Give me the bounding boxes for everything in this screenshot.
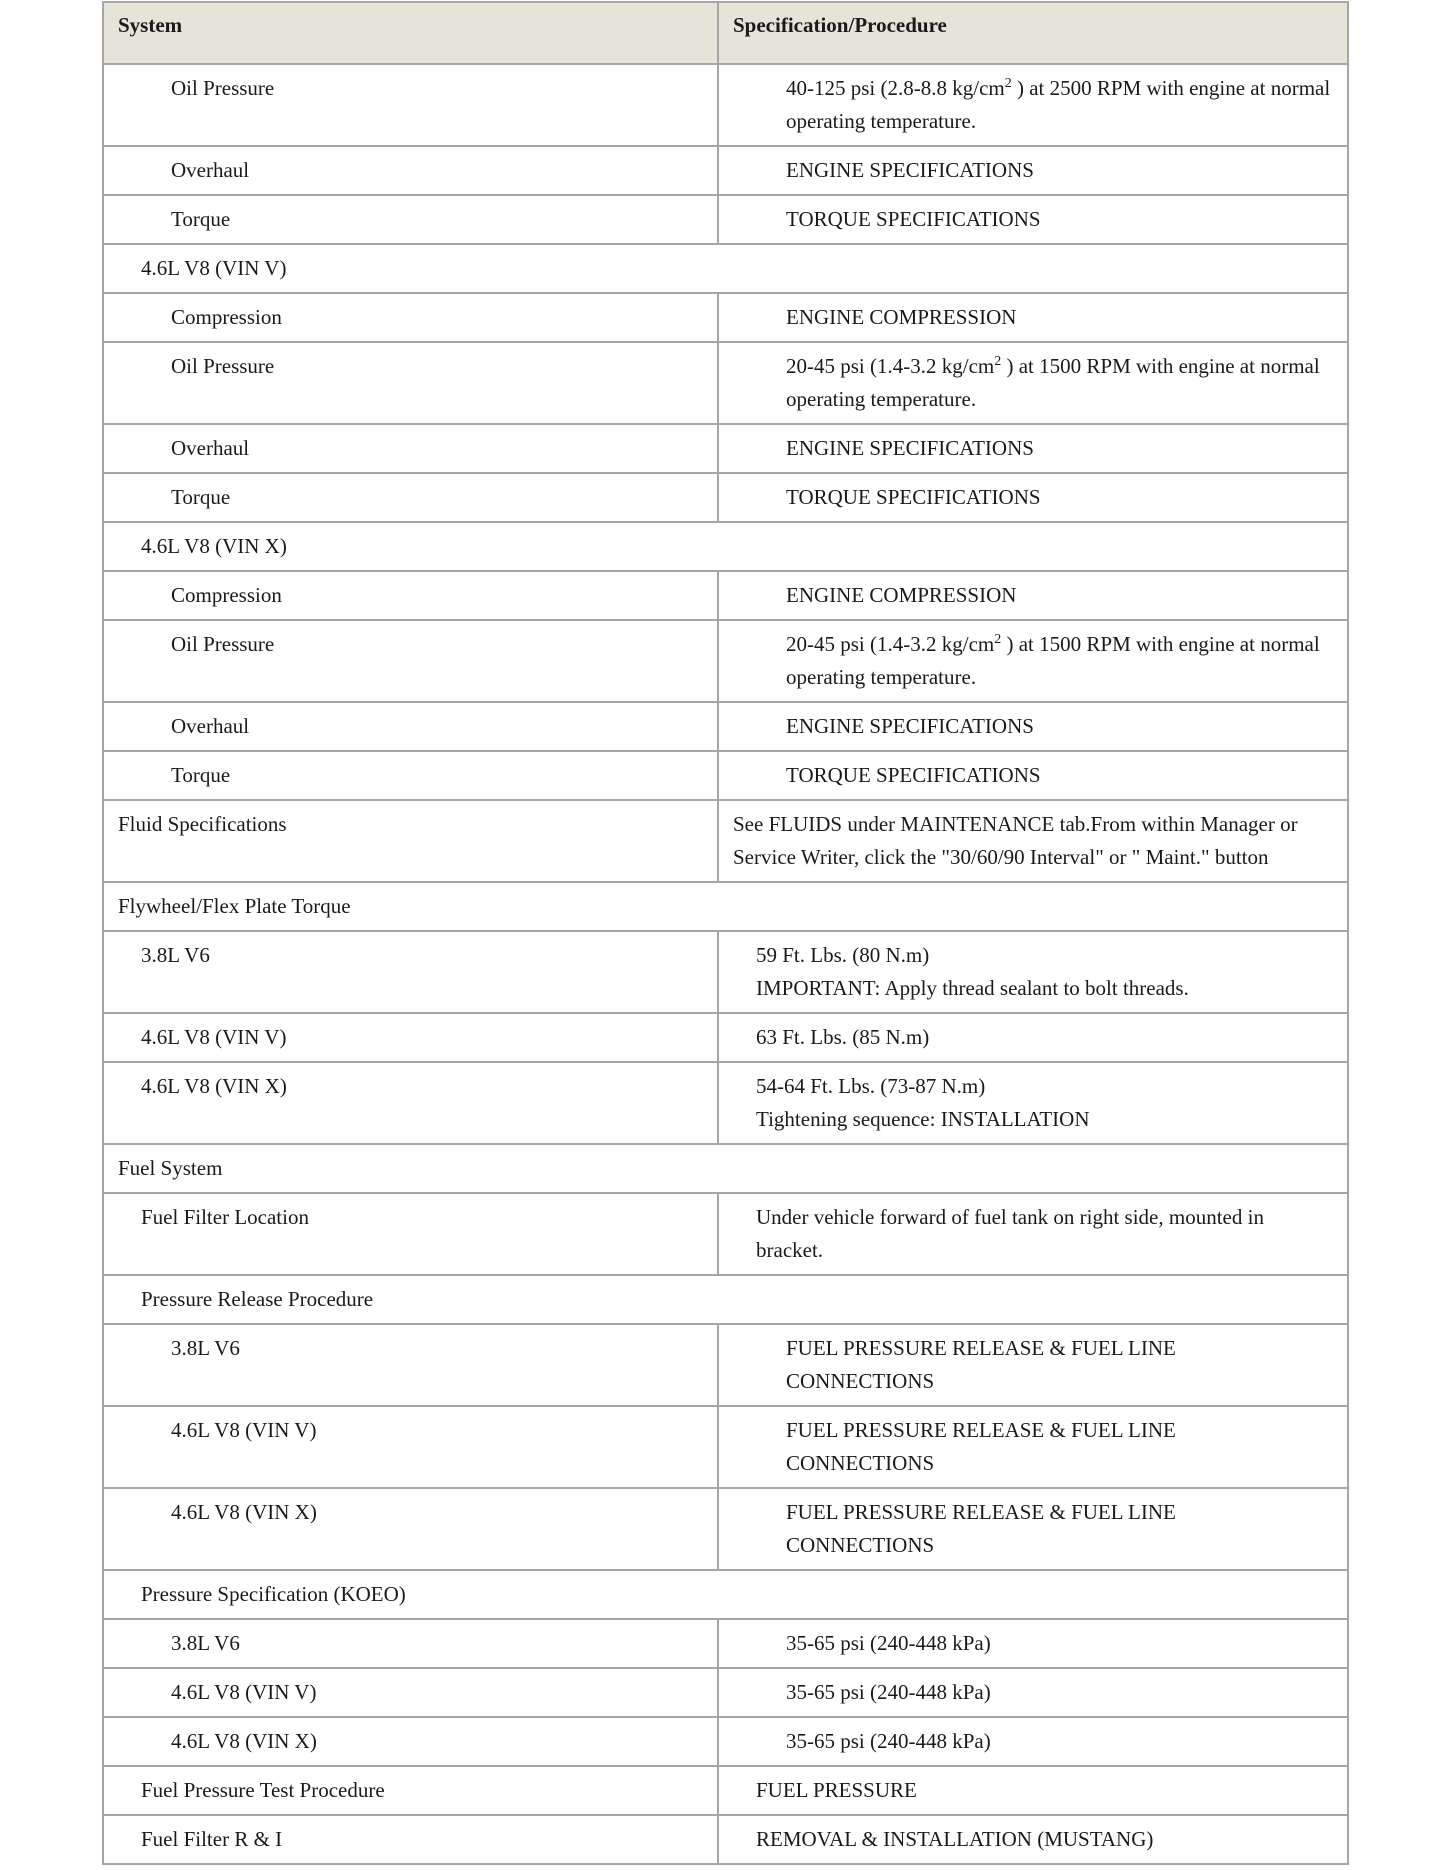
table-group-row [103,1144,1348,1193]
system-cell: Overhaul [103,146,718,195]
spec-cell [718,1324,1348,1406]
system-cell: 4.6L V8 (VIN V) [103,1668,718,1717]
table-row [103,620,1348,702]
group-label: Flywheel/Flex Plate Torque [103,882,1348,931]
spec-cell: TORQUE SPECIFICATIONS [718,473,1348,522]
spec-cell [718,342,1348,424]
table-row [103,1717,1348,1766]
spec-line: 59 Ft. Lbs. (80 N.m) [756,943,930,967]
table-row [103,751,1348,800]
spec-table [102,1,1349,1865]
system-cell: 3.8L V6 [103,1619,718,1668]
spec-cell [718,64,1348,146]
spec-cell: 63 Ft. Lbs. (85 N.m) [718,1013,1348,1062]
system-cell: Overhaul [103,424,718,473]
table-row [103,931,1348,1013]
table-row [103,64,1348,146]
system-cell: 3.8L V6 [103,1324,718,1406]
spec-text: 20-45 psi (1.4-3.2 kg/cm [786,632,995,656]
spec-cell: ENGINE SPECIFICATIONS [718,424,1348,473]
table-row [103,1619,1348,1668]
table-row [103,1488,1348,1570]
spec-cell [718,931,1348,1013]
system-cell: 4.6L V8 (VIN V) [103,1406,718,1488]
system-cell: Fuel Filter R & I [103,1815,718,1864]
group-label: 4.6L V8 (VIN V) [103,244,1348,293]
table-group-row [103,244,1348,293]
spec-cell [718,1406,1348,1488]
spec-text: 20-45 psi (1.4-3.2 kg/cm [786,354,995,378]
spec-cell: ENGINE SPECIFICATIONS [718,146,1348,195]
table-row [103,473,1348,522]
spec-cell: 35-65 psi (240-448 kPa) [718,1717,1348,1766]
system-cell: Compression [103,293,718,342]
table-row [103,1324,1348,1406]
table-row [103,1406,1348,1488]
spec-cell: TORQUE SPECIFICATIONS [718,195,1348,244]
system-cell: Fuel Pressure Test Procedure [103,1766,718,1815]
table-row [103,1815,1348,1864]
table-row [103,342,1348,424]
spec-cell [718,1062,1348,1144]
system-cell: Oil Pressure [103,342,718,424]
header-system: System [103,2,718,64]
system-cell: Fluid Specifications [103,800,718,882]
table-row [103,1062,1348,1144]
table-row [103,571,1348,620]
spec-cell: ENGINE COMPRESSION [718,571,1348,620]
spec-line: CONNECTIONS [786,1533,935,1557]
table-group-row [103,882,1348,931]
system-cell: Compression [103,571,718,620]
spec-line: 54-64 Ft. Lbs. (73-87 N.m) [756,1074,986,1098]
spec-cell: REMOVAL & INSTALLATION (MUSTANG) [718,1815,1348,1864]
group-label: Pressure Release Procedure [103,1275,1348,1324]
system-cell: Fuel Filter Location [103,1193,718,1275]
system-cell: Oil Pressure [103,620,718,702]
system-cell: Torque [103,473,718,522]
table-row [103,1193,1348,1275]
table-row [103,1766,1348,1815]
spec-cell: Under vehicle forward of fuel tank on right side, mounted in bracket. [718,1193,1348,1275]
spec-cell [718,1488,1348,1570]
table-group-row [103,1275,1348,1324]
system-cell: 4.6L V8 (VIN X) [103,1488,718,1570]
spec-text: 40-125 psi (2.8-8.8 kg/cm [786,76,1005,100]
system-cell: 3.8L V6 [103,931,718,1013]
table-group-row [103,522,1348,571]
spec-superscript: 2 [994,354,1002,369]
spec-line: CONNECTIONS [786,1451,935,1475]
system-cell: Oil Pressure [103,64,718,146]
table-row [103,800,1348,882]
spec-superscript: 2 [1004,76,1012,91]
spec-text: ) at 2500 RPM with engine at normal operating temperature. [786,76,1331,133]
spec-cell [718,620,1348,702]
header-row [103,2,1348,64]
spec-cell: ENGINE SPECIFICATIONS [718,702,1348,751]
table-group-row [103,1570,1348,1619]
table-header [103,2,1348,64]
spec-cell: 35-65 psi (240-448 kPa) [718,1619,1348,1668]
spec-cell: FUEL PRESSURE [718,1766,1348,1815]
table-row [103,424,1348,473]
header-spec: Specification/Procedure [718,2,1348,64]
spec-line: CONNECTIONS [786,1369,935,1393]
spec-superscript: 2 [994,632,1002,647]
spec-cell: See FLUIDS under MAINTENANCE tab.From within Manager or Service Writer, click the "30/60/90 Interval" or " Maint." button [718,800,1348,882]
spec-line: IMPORTANT: Apply thread sealant to bolt threads. [756,976,1189,1000]
spec-cell: 35-65 psi (240-448 kPa) [718,1668,1348,1717]
spec-line: FUEL PRESSURE RELEASE & FUEL LINE [786,1418,1176,1442]
group-label: Fuel System [103,1144,1348,1193]
system-cell: Torque [103,751,718,800]
table-row [103,146,1348,195]
table-row [103,195,1348,244]
spec-cell: ENGINE COMPRESSION [718,293,1348,342]
table-row [103,293,1348,342]
spec-text: ) at 1500 RPM with engine at normal operating temperature. [786,632,1320,689]
system-cell: Torque [103,195,718,244]
group-label: Pressure Specification (KOEO) [103,1570,1348,1619]
table-body [103,64,1348,1864]
table-row [103,702,1348,751]
spec-cell: TORQUE SPECIFICATIONS [718,751,1348,800]
spec-line: FUEL PRESSURE RELEASE & FUEL LINE [786,1336,1176,1360]
system-cell: Overhaul [103,702,718,751]
table-row [103,1013,1348,1062]
group-label: 4.6L V8 (VIN X) [103,522,1348,571]
table-row [103,1668,1348,1717]
system-cell: 4.6L V8 (VIN X) [103,1062,718,1144]
spec-line: FUEL PRESSURE RELEASE & FUEL LINE [786,1500,1176,1524]
system-cell: 4.6L V8 (VIN V) [103,1013,718,1062]
system-cell: 4.6L V8 (VIN X) [103,1717,718,1766]
spec-line: Tightening sequence: INSTALLATION [756,1107,1090,1131]
spec-text: ) at 1500 RPM with engine at normal operating temperature. [786,354,1320,411]
